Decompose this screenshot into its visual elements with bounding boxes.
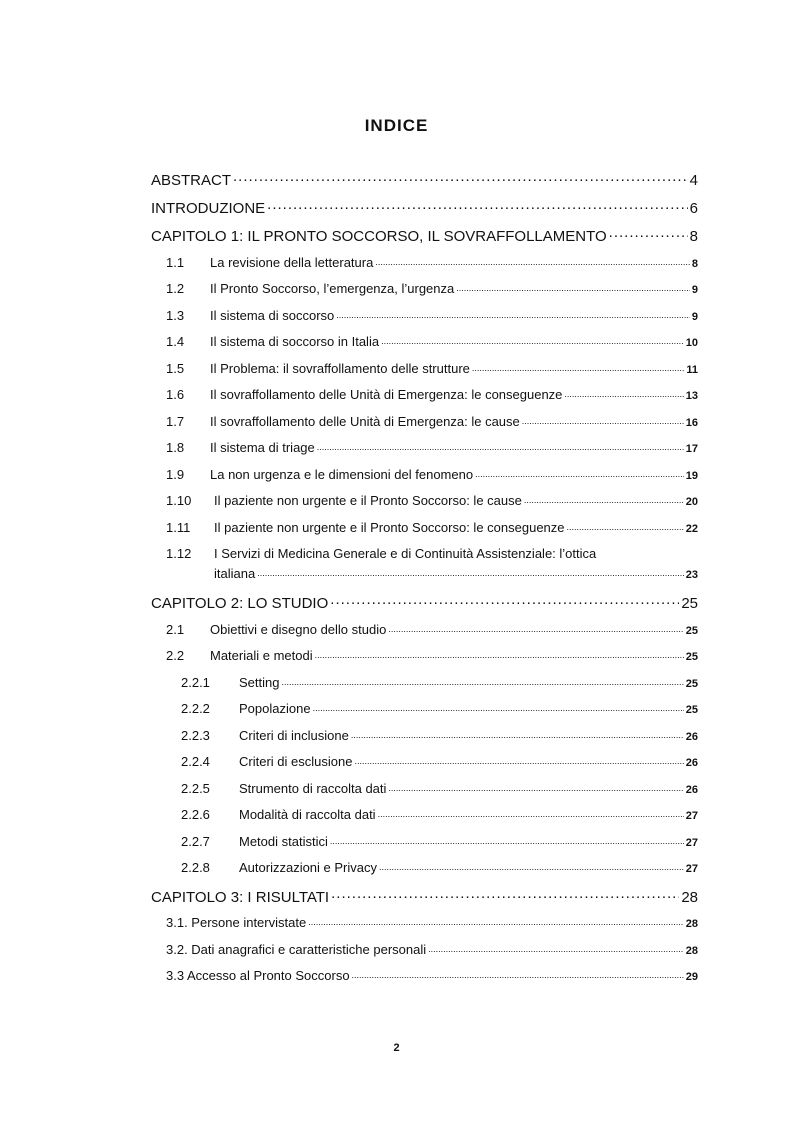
toc-entry-2-2-2[interactable] bbox=[181, 701, 698, 719]
toc-entry-page: 28 bbox=[685, 918, 698, 930]
toc-entry-number: 1.7 bbox=[166, 414, 185, 429]
toc-entry-page: 25 bbox=[685, 625, 698, 637]
toc-entry-label: Modalità di raccolta dati bbox=[239, 807, 376, 822]
toc-entry-label: Il paziente non urgente e il Pronto Soccorso: le cause bbox=[214, 493, 522, 508]
toc-entry-1-7[interactable] bbox=[166, 414, 698, 432]
toc-entry-page: 4 bbox=[689, 172, 698, 189]
dot-leader bbox=[564, 387, 683, 399]
toc-entry-page: 9 bbox=[691, 284, 698, 296]
toc-entry-abstract[interactable] bbox=[151, 170, 698, 190]
toc-entry-label: Obiettivi e disegno dello studio bbox=[210, 622, 387, 637]
toc-entry-page: 26 bbox=[685, 731, 698, 743]
toc-entry-page: 27 bbox=[685, 837, 698, 849]
toc-entry-label: INTRODUZIONE bbox=[151, 200, 266, 217]
toc-entry-number: 1.2 bbox=[166, 281, 185, 296]
toc-entry-label: Autorizzazioni e Privacy bbox=[239, 860, 377, 875]
toc-entry-label: Strumento di raccolta dati bbox=[239, 781, 387, 796]
toc-entry-number: 2.2.5 bbox=[181, 781, 210, 796]
dot-leader bbox=[313, 701, 684, 713]
toc-entry-1-2[interactable] bbox=[166, 281, 698, 299]
toc-entry-number: 2.2.1 bbox=[181, 675, 210, 690]
toc-entry-1-10[interactable] bbox=[166, 493, 698, 511]
toc-entry-2-1[interactable] bbox=[166, 622, 698, 640]
toc-entry-1-3[interactable] bbox=[166, 308, 698, 326]
toc-entry-number: 2.2.4 bbox=[181, 754, 210, 769]
toc-entry-number: 1.8 bbox=[166, 440, 185, 455]
toc-entry-label: Il sovraffollamento delle Unità di Emergenza: le conseguenze bbox=[210, 387, 563, 402]
dot-leader bbox=[352, 968, 684, 980]
toc-entry-page: 25 bbox=[681, 595, 698, 612]
toc-entry-label: 3.1. Persone intervistate bbox=[166, 915, 307, 930]
toc-entry-page: 26 bbox=[685, 757, 698, 769]
toc-entry-label: Il sovraffollamento delle Unità di Emergenza: le cause bbox=[210, 414, 520, 429]
toc-entry-number: 2.2.2 bbox=[181, 701, 210, 716]
toc-entry-1-12-continuation[interactable] bbox=[214, 566, 698, 584]
toc-entry-number: 1.10 bbox=[166, 493, 192, 508]
toc-entry-label: Materiali e metodi bbox=[210, 648, 313, 663]
dot-leader bbox=[317, 440, 684, 452]
toc-entry-number: 1.5 bbox=[166, 361, 185, 376]
dot-leader bbox=[522, 414, 684, 426]
toc-entry-page: 25 bbox=[685, 704, 698, 716]
dot-leader bbox=[233, 170, 688, 185]
toc-entry-label: italiana bbox=[214, 566, 256, 581]
dot-leader bbox=[388, 622, 683, 634]
dot-leader bbox=[609, 226, 688, 241]
dot-leader bbox=[351, 728, 684, 740]
toc-entry-page: 16 bbox=[685, 417, 698, 429]
toc-entry-1-6[interactable] bbox=[166, 387, 698, 405]
toc-entry-page: 27 bbox=[685, 810, 698, 822]
dot-leader bbox=[456, 281, 690, 293]
toc-entry-1-12[interactable] bbox=[166, 546, 596, 561]
dot-leader bbox=[472, 361, 684, 373]
dot-leader bbox=[375, 255, 690, 267]
toc-entry-label: Il Pronto Soccorso, l’emergenza, l’urgenza bbox=[210, 281, 455, 296]
toc-entry-page: 25 bbox=[685, 651, 698, 663]
toc-entry-3-2[interactable] bbox=[166, 942, 698, 960]
toc-entry-label: Il sistema di soccorso in Italia bbox=[210, 334, 380, 349]
toc-entry-number: 2.2.8 bbox=[181, 860, 210, 875]
toc-entry-1-11[interactable] bbox=[166, 520, 698, 538]
dot-leader bbox=[381, 334, 684, 346]
toc-entry-2-2-6[interactable] bbox=[181, 807, 698, 825]
toc-entry-1-1[interactable] bbox=[166, 255, 698, 273]
dot-leader bbox=[315, 648, 684, 660]
toc-entry-page: 8 bbox=[691, 258, 698, 270]
dot-leader bbox=[267, 198, 687, 213]
toc-entry-label: Criteri di inclusione bbox=[239, 728, 349, 743]
dot-leader bbox=[354, 754, 683, 766]
toc-entry-2-2-1[interactable] bbox=[181, 675, 698, 693]
toc-entry-label: Popolazione bbox=[239, 701, 311, 716]
toc-entry-number: 2.2 bbox=[166, 648, 185, 663]
toc-entry-1-9[interactable] bbox=[166, 467, 698, 485]
toc-entry-number: 2.1 bbox=[166, 622, 185, 637]
toc-entry-page: 9 bbox=[691, 311, 698, 323]
toc-entry-label: CAPITOLO 2: LO STUDIO bbox=[151, 595, 329, 612]
toc-entry-number: 1.9 bbox=[166, 467, 185, 482]
toc-entry-1-4[interactable] bbox=[166, 334, 698, 352]
toc-entry-page: 23 bbox=[685, 569, 698, 581]
page-number: 2 bbox=[393, 1042, 400, 1054]
dot-leader bbox=[330, 834, 684, 846]
toc-entry-label: 3.2. Dati anagrafici e caratteristiche personali bbox=[166, 942, 427, 957]
toc-entry-page: 13 bbox=[685, 390, 698, 402]
toc-entry-label: 3.3 Accesso al Pronto Soccorso bbox=[166, 968, 350, 983]
toc-entry-introduzione[interactable] bbox=[151, 198, 698, 218]
toc-entry-number: 2.2.3 bbox=[181, 728, 210, 743]
toc-entry-chapter-2[interactable] bbox=[151, 593, 698, 613]
toc-entry-label: CAPITOLO 1: IL PRONTO SOCCORSO, IL SOVRAFFOLLAMENTO bbox=[151, 228, 607, 245]
toc-entry-label: Setting bbox=[239, 675, 280, 690]
dot-leader bbox=[331, 887, 679, 902]
toc-entry-2-2-7[interactable] bbox=[181, 834, 698, 852]
dot-leader bbox=[336, 308, 690, 320]
dot-leader bbox=[257, 566, 684, 578]
toc-entry-1-5[interactable] bbox=[166, 361, 698, 379]
toc-entry-page: 17 bbox=[685, 443, 698, 455]
toc-entry-page: 26 bbox=[685, 784, 698, 796]
toc-entry-number: 2.2.7 bbox=[181, 834, 210, 849]
toc-entry-label: Criteri di esclusione bbox=[239, 754, 353, 769]
toc-entry-number: 1.3 bbox=[166, 308, 185, 323]
toc-entry-label: La non urgenza e le dimensioni del fenomeno bbox=[210, 467, 474, 482]
toc-entry-label: La revisione della letteratura bbox=[210, 255, 374, 270]
dot-leader bbox=[330, 593, 679, 608]
toc-entry-2-2-5[interactable] bbox=[181, 781, 698, 799]
toc-entry-label: ABSTRACT bbox=[151, 172, 232, 189]
toc-entry-page: 19 bbox=[685, 470, 698, 482]
dot-leader bbox=[475, 467, 684, 479]
toc-entry-page: 22 bbox=[685, 523, 698, 535]
toc-entry-2-2-3[interactable] bbox=[181, 728, 698, 746]
toc-entry-number: 1.1 bbox=[166, 255, 185, 270]
dot-leader bbox=[379, 860, 684, 872]
toc-entry-label: Il paziente non urgente e il Pronto Soccorso: le conseguenze bbox=[214, 520, 565, 535]
toc-entry-2-2[interactable] bbox=[166, 648, 698, 666]
toc-entry-chapter-3[interactable] bbox=[151, 887, 698, 907]
toc-entry-page: 25 bbox=[685, 678, 698, 690]
dot-leader bbox=[567, 520, 684, 532]
toc-entry-page: 10 bbox=[685, 337, 698, 349]
dot-leader bbox=[378, 807, 684, 819]
toc-entry-label: Il Problema: il sovraffollamento delle strutture bbox=[210, 361, 470, 376]
toc-entry-1-8[interactable] bbox=[166, 440, 698, 458]
toc-entry-3-3[interactable] bbox=[166, 968, 698, 986]
toc-entry-page: 28 bbox=[681, 889, 698, 906]
toc-entry-page: 6 bbox=[689, 200, 698, 217]
toc-entry-label: Il sistema di triage bbox=[210, 440, 315, 455]
toc-entry-label: Metodi statistici bbox=[239, 834, 328, 849]
toc-entry-page: 11 bbox=[686, 364, 698, 376]
toc-entry-page: 8 bbox=[689, 228, 698, 245]
toc-entry-page: 27 bbox=[685, 863, 698, 875]
dot-leader bbox=[428, 942, 684, 954]
toc-entry-number: 1.12 bbox=[166, 546, 192, 561]
toc-entry-3-1[interactable] bbox=[166, 915, 698, 933]
toc-entry-page: 28 bbox=[685, 945, 698, 957]
dot-leader bbox=[281, 675, 683, 687]
toc-entry-chapter-1[interactable] bbox=[151, 226, 698, 246]
toc-entry-page: 20 bbox=[685, 496, 698, 508]
toc-entry-number: 1.4 bbox=[166, 334, 185, 349]
toc-entry-page: 29 bbox=[685, 971, 698, 983]
toc-entry-number: 2.2.6 bbox=[181, 807, 210, 822]
dot-leader bbox=[388, 781, 683, 793]
toc-entry-label: Il sistema di soccorso bbox=[210, 308, 335, 323]
toc-entry-2-2-4[interactable] bbox=[181, 754, 698, 772]
dot-leader bbox=[308, 915, 684, 927]
toc-entry-number: 1.6 bbox=[166, 387, 185, 402]
dot-leader bbox=[524, 493, 684, 505]
toc-entry-label: I Servizi di Medicina Generale e di Continuità Assistenziale: l’ottica bbox=[214, 546, 597, 561]
toc-entry-number: 1.11 bbox=[166, 520, 191, 535]
page-title: INDICE bbox=[364, 116, 429, 135]
toc-entry-label: CAPITOLO 3: I RISULTATI bbox=[151, 889, 330, 906]
toc-entry-2-2-8[interactable] bbox=[181, 860, 698, 878]
